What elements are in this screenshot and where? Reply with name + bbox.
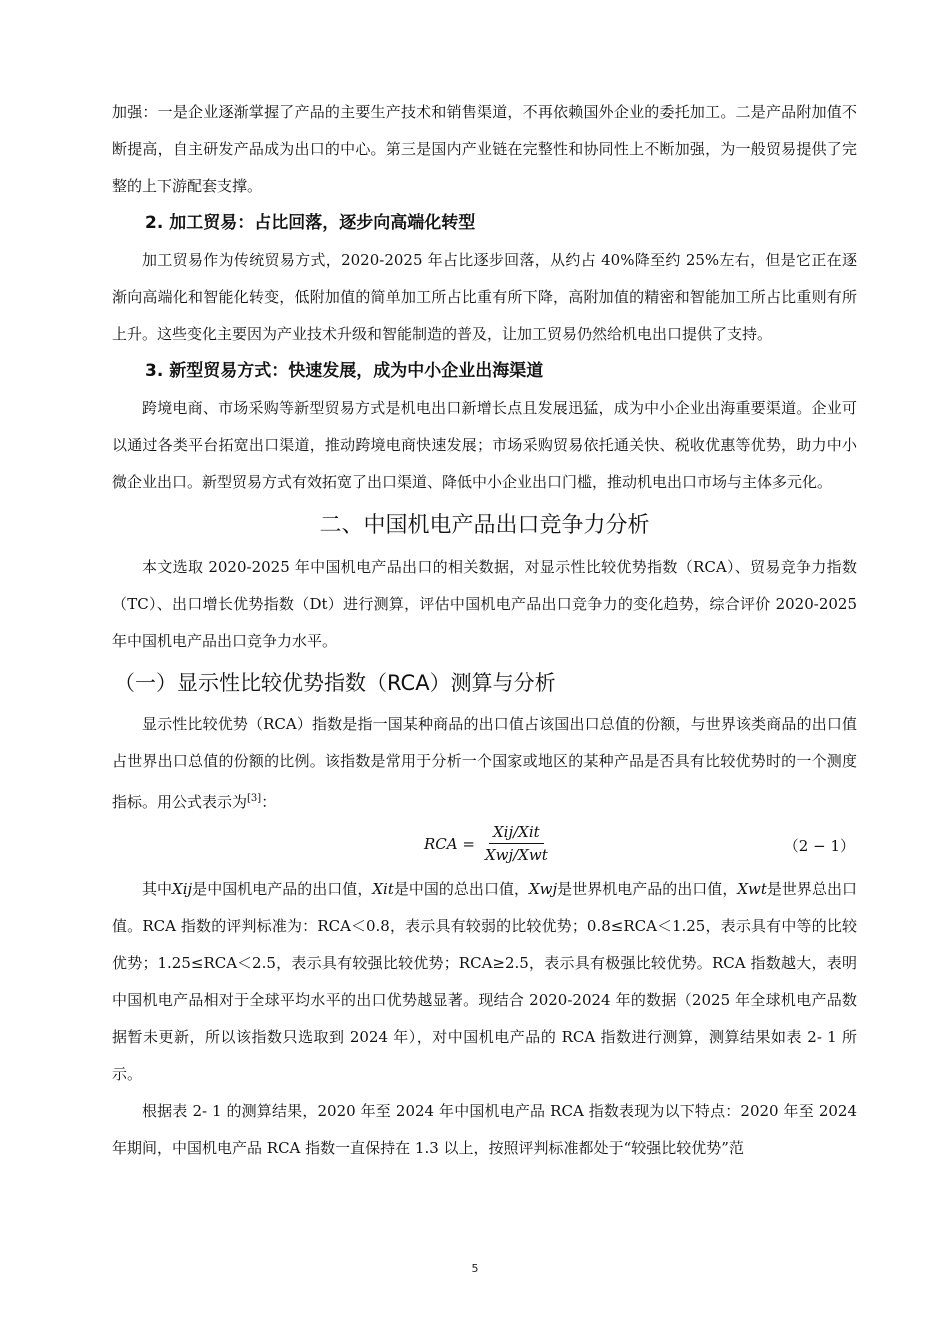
formula-denominator: Xwj/Xwt	[484, 846, 548, 864]
formula-numerator: Xij/Xit	[489, 823, 544, 844]
subsection-heading: 2. 加工贸易：占比回落，逐步向高端化转型	[145, 213, 476, 233]
page-number: 5	[471, 1262, 479, 1275]
paragraph	[112, 871, 857, 1093]
formula-expression	[424, 823, 552, 864]
section-heading: （一）显示性比较优势指数（RCA）测算与分析	[114, 671, 556, 695]
paragraph-text: 显示性比较优势（RCA）指数是指一国某种商品的出口值占该国出口总值的份额，与世界该类商品的出口值占世界出口总值的份额的比例。该指数是常用于分析一个国家或地区的某种产品是否具有比较优势时的一个测度指标。用公式表示为	[112, 715, 857, 811]
paragraph: 本文选取 2020-2025 年中国机电产品出口的相关数据，对显示性比较优势指数（RCA）、贸易竞争力指数（TC）、出口增长优势指数（Dt）进行测算，评估中国机电产品出口竞争力的变化趋势，综合评价 2020-2025 年中国机电产品出口竞争力水平。	[112, 558, 857, 650]
citation[interactable]: [3]	[247, 793, 262, 804]
formula-lhs: RCA =	[424, 834, 475, 853]
math-variable: Xit	[372, 880, 394, 898]
math-variable: Xwt	[737, 880, 767, 898]
page-content	[112, 94, 857, 1167]
paragraph: 跨境电商、市场采购等新型贸易方式是机电出口新增长点且发展迅猛，成为中小企业出海重要渠道。企业可以通过各类平台拓宽出口渠道，推动跨境电商快速发展；市场采购贸易依托通关快、税收优惠等优势，助力中小微企业出口。新型贸易方式有效拓宽了出口渠道、降低中小企业出口门槛，推动机电出口市场与主体多元化。	[112, 399, 857, 491]
subsection-heading: 3. 新型贸易方式：快速发展，成为中小企业出海渠道	[145, 361, 544, 381]
paragraph	[112, 706, 857, 821]
paragraph-text: 是中国的总出口值，	[393, 880, 529, 898]
paragraph: 根据表 2- 1 的测算结果，2020 年至 2024 年中国机电产品 RCA 指数表现为以下特点：2020 年至 2024 年期间，中国机电产品 RCA 指数一直保持在 1.3 以上，按照评判标准都处于“较强比较优势”范	[112, 1102, 857, 1157]
paragraph: 加强：一是企业逐渐掌握了产品的主要生产技术和销售渠道，不再依赖国外企业的委托加工。二是产品附加值不断提高，自主研发产品成为出口的中心。第三是国内产业链在完整性和协同性上不断加强，为一般贸易提供了完整的上下游配套支撑。	[112, 103, 857, 195]
paragraph-text: ：	[261, 793, 277, 811]
paragraph: 加工贸易作为传统贸易方式，2020-2025 年占比逐步回落，从约占 40%降至约 25%左右，但是它正在逐渐向高端化和智能化转变，低附加值的简单加工所占比重有所下降，高附加值的精密和智能加工所占比重则有所上升。这些变化主要因为产业技术升级和智能制造的普及，让加工贸易仍然给机电出口提供了支持。	[112, 251, 857, 343]
math-variable: Xwj	[529, 880, 558, 898]
rca-formula	[112, 821, 857, 871]
chapter-heading: 二、中国机电产品出口竞争力分析	[319, 513, 650, 538]
paragraph-text: 是世界总出口值。RCA 指数的评判标准为：RCA＜0.8，表示具有较弱的比较优势；0.8≤RCA＜1.25，表示具有中等的比较优势；1.25≤RCA＜2.5，表示具有较强比较优势；RCA≥2.5，表示具有极强比较优势。RCA 指数越大，表明中国机电产品相对于全球平均水平的出口优势越显著。现结合 2020-2024 年的数据（2025 年全球机电产品数据暂未更新，所以该指数只选取到 2024 年），对中国机电产品的 RCA 指数进行测算，测算结果如表 2- 1 所示。	[112, 880, 857, 1083]
equation-number: （2 − 1）	[783, 837, 855, 855]
formula-fraction	[481, 823, 552, 864]
math-variable: Xij	[172, 880, 193, 898]
paragraph-text: 是中国机电产品的出口值，	[192, 880, 373, 898]
paragraph-text: 是世界机电产品的出口值，	[557, 880, 738, 898]
paragraph-text: 其中	[142, 880, 173, 898]
